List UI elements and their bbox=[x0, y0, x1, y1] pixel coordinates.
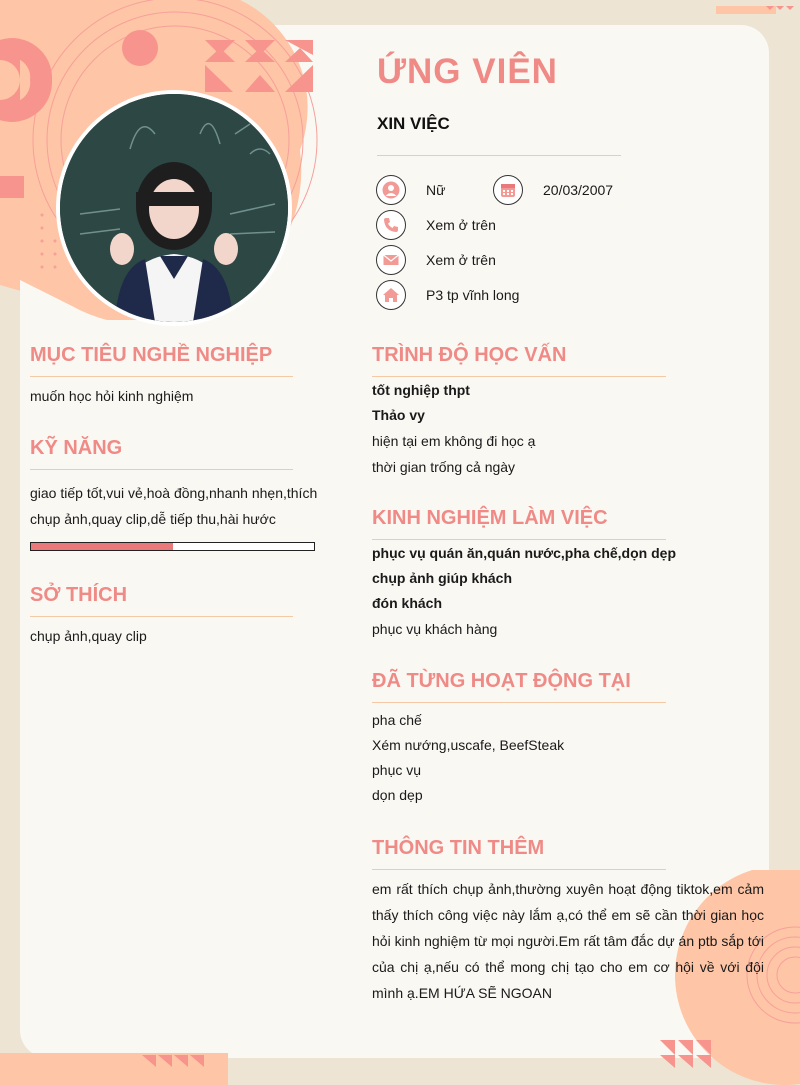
phone-icon bbox=[376, 210, 406, 240]
home-icon bbox=[376, 280, 406, 310]
divider bbox=[372, 539, 666, 540]
education-name: Thảo vy bbox=[372, 407, 425, 423]
divider bbox=[372, 869, 666, 870]
divider bbox=[372, 702, 666, 703]
email-text: Xem ở trên bbox=[426, 252, 496, 268]
calendar-icon bbox=[493, 175, 523, 205]
hobbies-section bbox=[30, 623, 147, 649]
objective-section bbox=[30, 383, 193, 409]
experience-position: phục vụ quán ăn,quán nước,pha chế,dọn dẹp bbox=[372, 545, 676, 561]
avatar bbox=[56, 90, 292, 326]
phone-text: Xem ở trên bbox=[426, 217, 496, 233]
divider bbox=[30, 376, 293, 377]
experience-task: đón khách bbox=[372, 595, 443, 611]
bottom-left-decoration bbox=[0, 1053, 230, 1085]
contact-email bbox=[376, 245, 496, 275]
objective-title: MỤC TIÊU NGHỀ NGHIỆP bbox=[30, 344, 273, 366]
worked-at-title: ĐÃ TỪNG HOẠT ĐỘNG TẠI bbox=[372, 670, 631, 692]
extra-info-title: THÔNG TIN THÊM bbox=[372, 837, 545, 859]
objective-text: muốn học hỏi kinh nghiệm bbox=[30, 388, 194, 404]
worked-at-item: phục vụ bbox=[372, 762, 422, 778]
worked-at-item: dọn dẹp bbox=[372, 787, 423, 803]
skills-text: giao tiếp tốt,vui vẻ,hoà đồng,nhanh nhẹn,thích bbox=[30, 485, 318, 501]
gender-text: Nữ bbox=[426, 182, 446, 198]
birthday-text: 20/03/2007 bbox=[543, 182, 614, 198]
worked-at-item: pha chế bbox=[372, 712, 422, 728]
contact-birthday bbox=[493, 175, 613, 205]
education-section bbox=[372, 378, 535, 480]
page-subtitle: XIN VIỆC bbox=[377, 114, 450, 133]
extra-info-text: em rất thích chụp ảnh,thường xuyên hoạt động tiktok,em cảm thấy thích công việc này lắm ạ,có thể em sẽ cần thời gian học hỏi kinh nghiệm từ mọi người.Em rất tâm đắc dự án ptb sắp tới của chị ạ,nếu có thể mong chị tạo cho em cơ hội về với đội mình ạ.EM HỨA SẼ NGOAN bbox=[372, 881, 764, 1001]
worked-at-item: Xém nướng,uscafe, BeefSteak bbox=[372, 737, 565, 753]
skill-level-fill bbox=[31, 543, 173, 550]
contact-address bbox=[376, 280, 519, 310]
divider bbox=[372, 376, 666, 377]
contact-phone bbox=[376, 210, 496, 240]
divider bbox=[30, 616, 293, 617]
skills-section bbox=[30, 480, 317, 532]
mail-icon bbox=[376, 245, 406, 275]
skill-level-bar bbox=[30, 542, 315, 551]
divider bbox=[377, 155, 621, 156]
contact-gender bbox=[376, 175, 445, 205]
experience-title: KINH NGHIỆM LÀM VIỆC bbox=[372, 507, 608, 529]
page-title: ỨNG VIÊN bbox=[377, 52, 558, 91]
experience-section bbox=[372, 541, 676, 642]
person-icon bbox=[376, 175, 406, 205]
education-detail: thời gian trống cả ngày bbox=[372, 459, 516, 475]
worked-at-section bbox=[372, 708, 564, 808]
hobbies-title: SỞ THÍCH bbox=[30, 584, 128, 606]
skills-text: chụp ảnh,quay clip,dễ tiếp thu,hài hước bbox=[30, 511, 276, 527]
experience-task: chụp ảnh giúp khách bbox=[372, 570, 513, 586]
experience-detail: phục vụ khách hàng bbox=[372, 621, 498, 637]
address-text: P3 tp vĩnh long bbox=[426, 287, 520, 303]
education-detail: hiện tại em không đi học ạ bbox=[372, 433, 536, 449]
top-right-decoration bbox=[716, 0, 800, 14]
profile-photo bbox=[60, 94, 288, 322]
hobbies-text: chụp ảnh,quay clip bbox=[30, 628, 147, 644]
divider bbox=[30, 469, 293, 470]
skills-title: KỸ NĂNG bbox=[30, 437, 123, 459]
education-title: TRÌNH ĐỘ HỌC VẤN bbox=[372, 344, 567, 366]
education-school: tốt nghiệp thpt bbox=[372, 382, 470, 398]
